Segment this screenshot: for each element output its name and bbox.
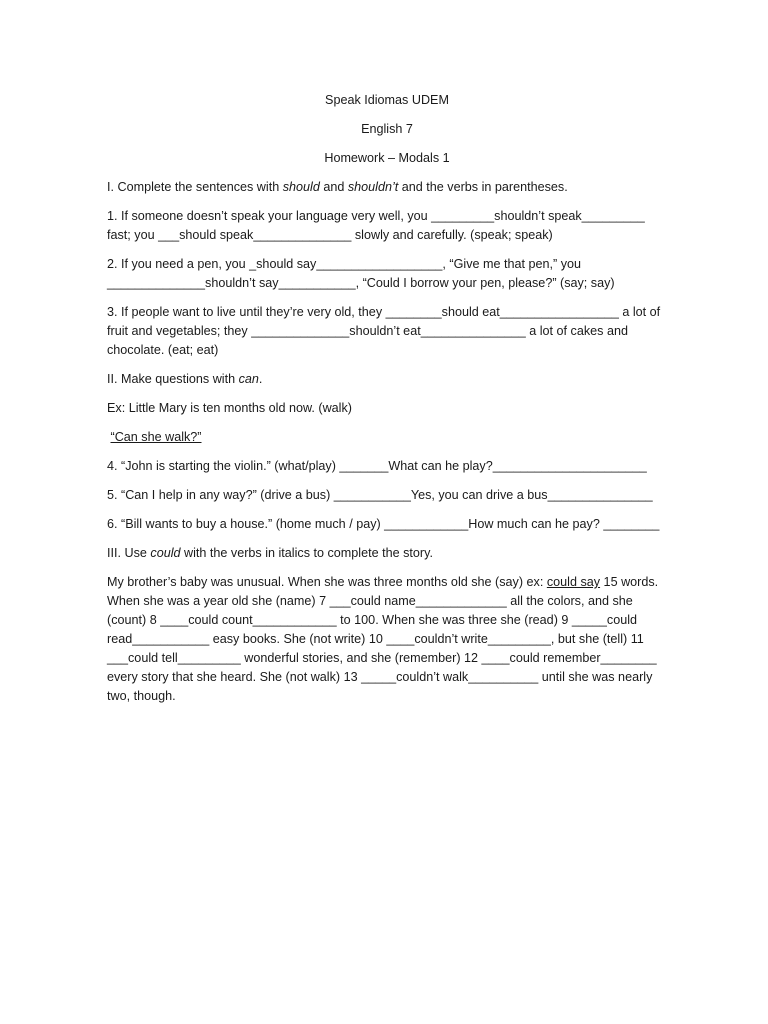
section-2-example-answer: [107, 428, 667, 447]
story-example: could say: [546, 575, 601, 589]
section-1-instruction-post: and the verbs in parentheses.: [398, 180, 568, 194]
keyword-can: can: [238, 372, 259, 386]
keyword-shouldnt: shouldn’t: [347, 180, 399, 194]
section-3-instruction-post: with the verbs in italics to complete the story.: [180, 546, 433, 560]
question-6: 6. “Bill wants to buy a house.” (home much / pay) ____________How much can he pay? ________: [107, 517, 660, 531]
document-body: [107, 91, 667, 716]
question-5: 5. “Can I help in any way?” (drive a bus) ___________Yes, you can drive a bus_______________: [107, 488, 653, 502]
section-2-instruction-post: .: [258, 372, 263, 386]
homework-title: Homework – Modals 1: [324, 151, 450, 165]
section-2-instruction-pre: II. Make questions with: [107, 372, 239, 386]
question-4: 4. “John is starting the violin.” (what/play) _______What can he play?______________________: [107, 459, 647, 473]
example-answer-text: “Can she walk?”: [110, 430, 202, 444]
section-3-instruction: [107, 544, 667, 563]
story-intro: My brother’s baby was unusual. When she was three months old she (say) ex:: [107, 575, 547, 589]
question-1: 1. If someone doesn’t speak your language very well, you _________shouldn’t speak_________ fast; you ___should speak______________ slowly and carefully. (speak; speak): [107, 209, 645, 242]
section-3-instruction-pre: III. Use: [107, 546, 151, 560]
section-1-instruction-mid: and: [319, 180, 348, 194]
section-1-instruction: [107, 178, 667, 197]
story-body: 15 words. When she was a year old she (name) 7 ___could name_____________ all the colors, and she (count) 8 ____could count____________ to 100. When she was three she (read) 9 _____could read___________ easy books. She (not write) 10 ____couldn’t write_________, but she (tell) 11 ___could tell_________ wonderful stories, and she (remember) 12 ____could remember________ every story that she heard. She (not walk) 13 _____couldn’t walk__________ until she was nearly two, though.: [107, 575, 659, 703]
question-3: 3. If people want to live until they’re very old, they ________should eat_________________ a lot of fruit and vegetables; they ______________shouldn’t eat_______________ a lot of cakes and chocolate. (eat; eat): [107, 305, 661, 357]
section-2-example: Ex: Little Mary is ten months old now. (walk): [107, 401, 352, 415]
course-name: English 7: [361, 122, 413, 136]
keyword-should: should: [282, 180, 320, 194]
story-paragraph: [107, 573, 667, 706]
section-1-instruction-pre: I. Complete the sentences with: [107, 180, 283, 194]
school-name: Speak Idiomas UDEM: [325, 93, 449, 107]
keyword-could: could: [150, 546, 181, 560]
section-2-instruction: [107, 370, 667, 389]
question-2: 2. If you need a pen, you _should say__________________, “Give me that pen,” you ______________shouldn’t say___________, “Could I borrow your pen, please?” (say; say): [107, 257, 615, 290]
